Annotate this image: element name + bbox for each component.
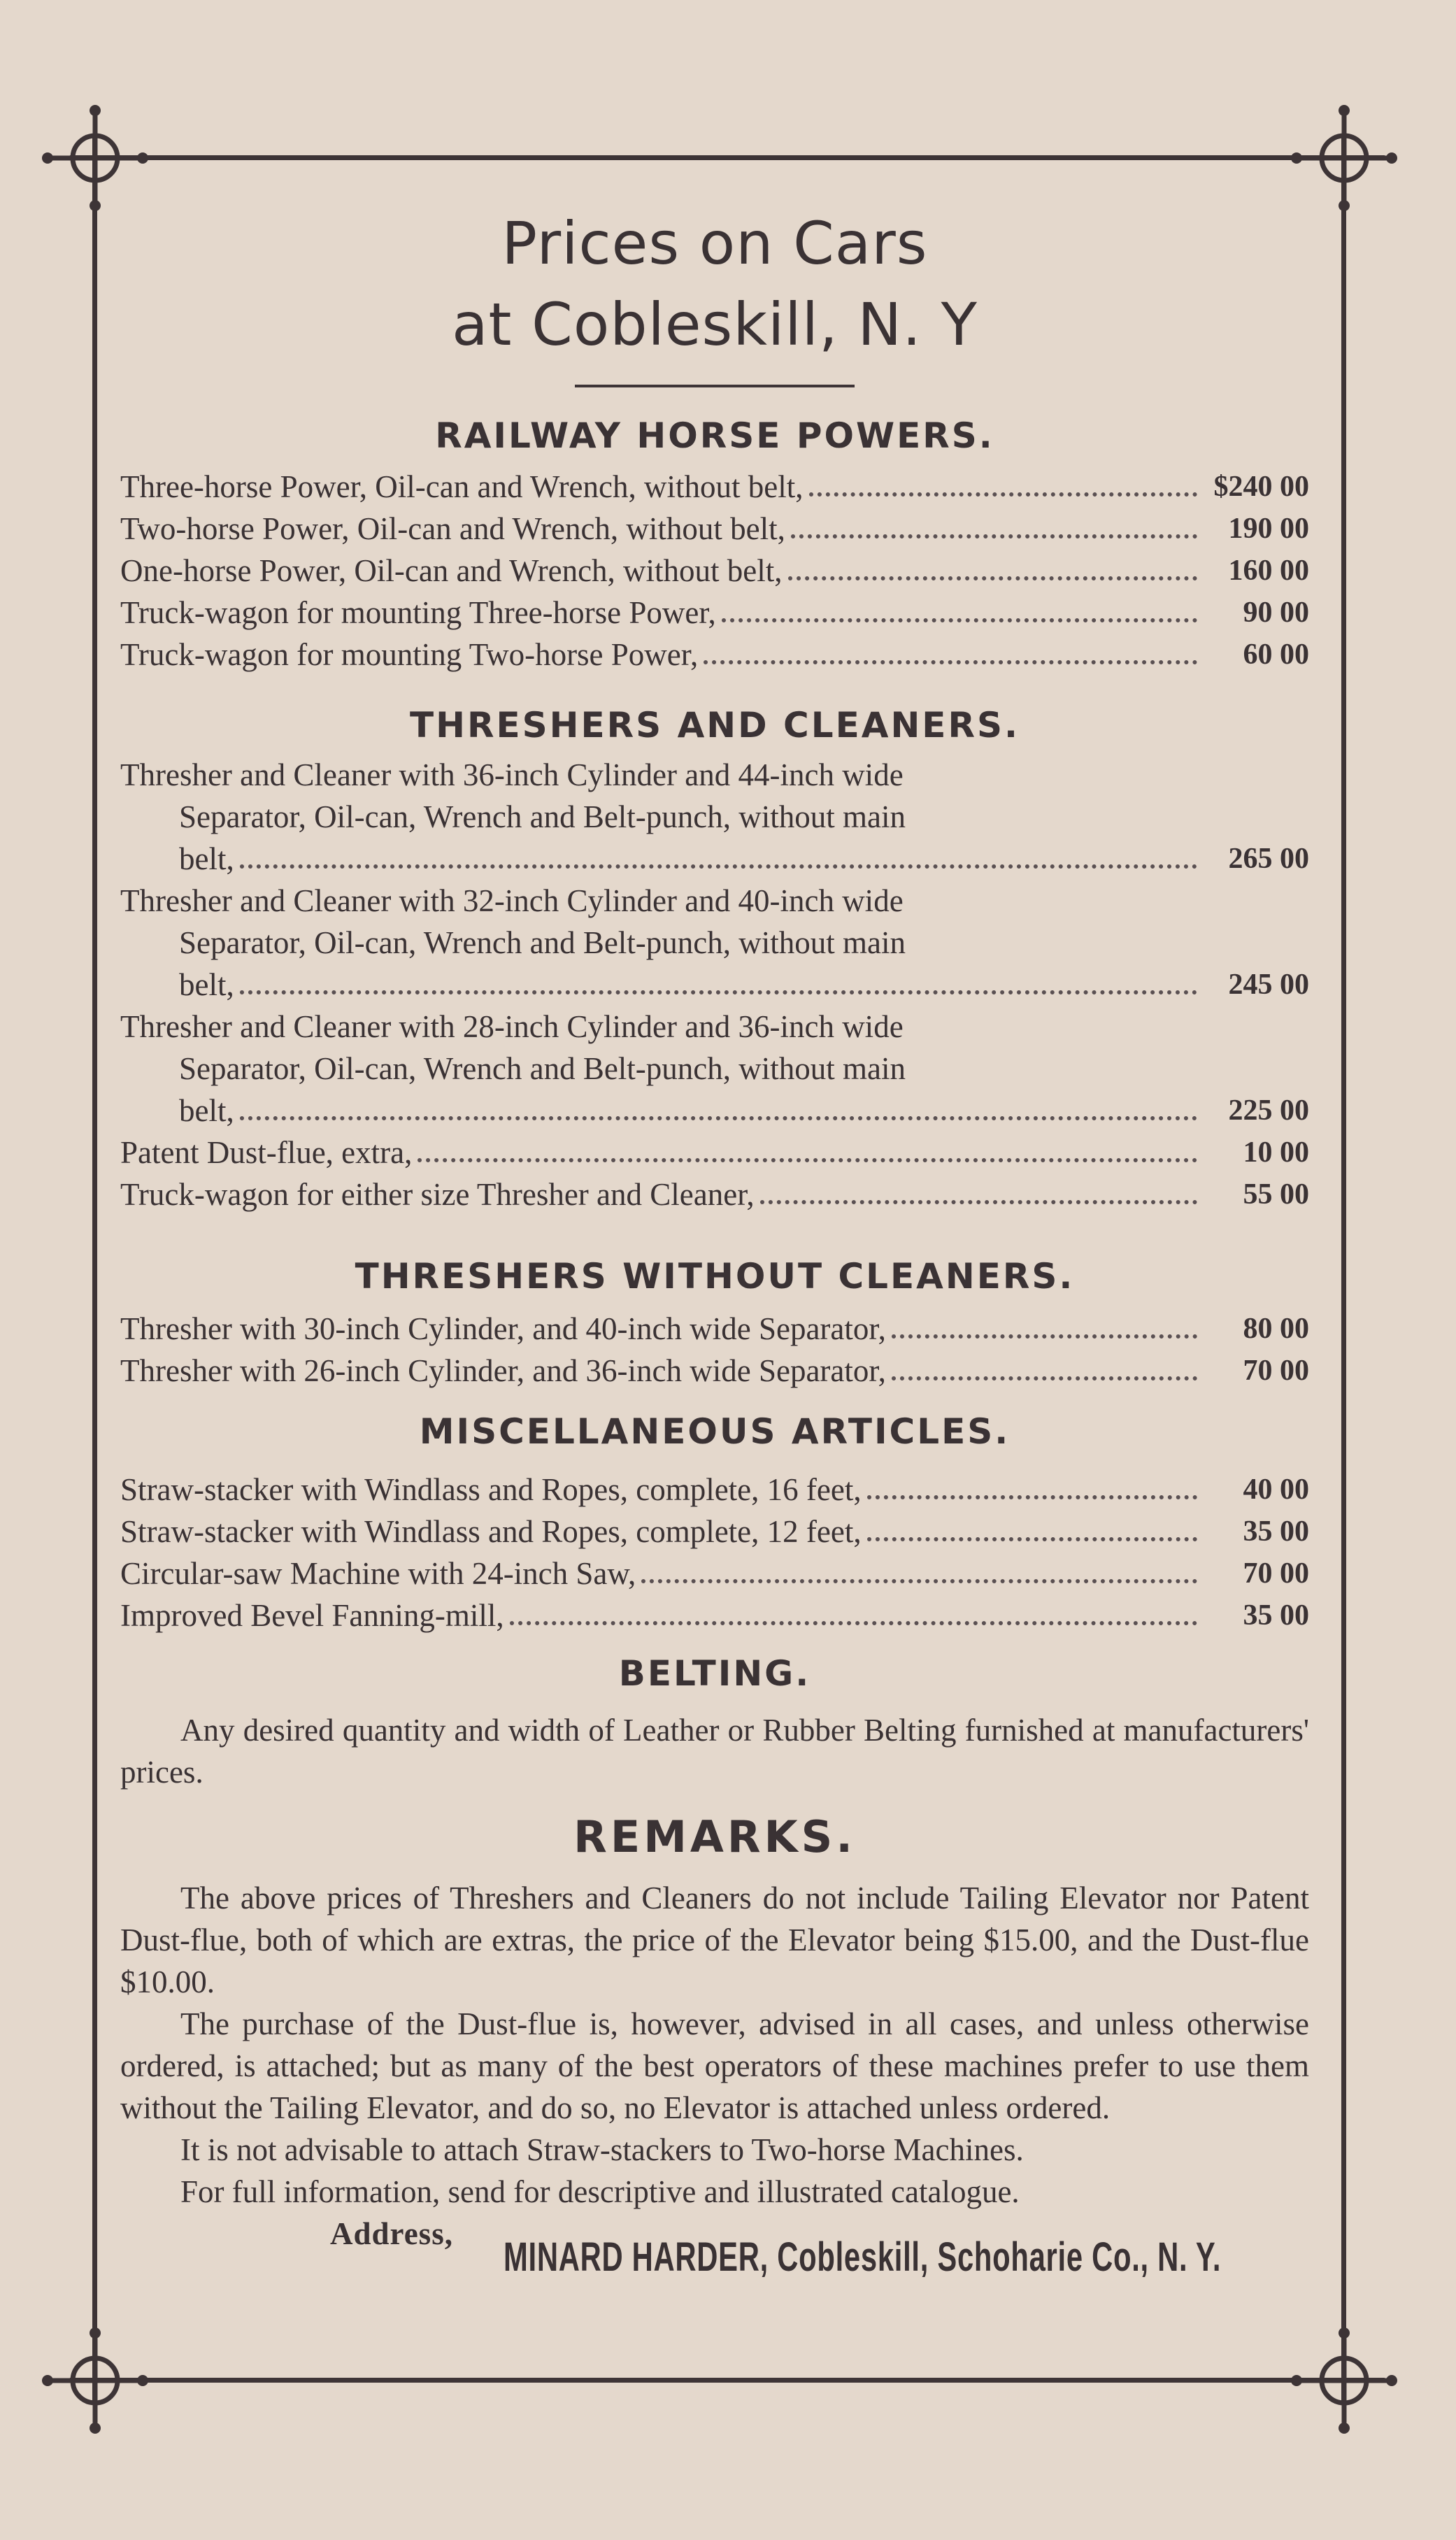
corner-cross-icon — [1288, 2325, 1400, 2436]
item-price: 40 00 — [1243, 1474, 1309, 1506]
card-content — [120, 203, 1309, 2299]
frame-bottom-rule — [70, 2378, 1385, 2383]
price-row — [120, 1553, 1309, 1594]
item-label: Thresher with 26-inch Cylinder, and 36-inch wide Separator, — [120, 1353, 886, 1388]
price-row — [120, 838, 1309, 880]
price-row — [120, 466, 1309, 508]
title-line-1: Prices on Cars — [501, 209, 928, 278]
section-heading-railway: RAILWAY HORSE POWERS. — [435, 415, 994, 456]
item-price: 35 00 — [1243, 1599, 1309, 1632]
item-price: 60 00 — [1243, 638, 1309, 671]
corner-cross-icon — [1288, 102, 1400, 214]
without-list — [120, 1308, 1309, 1392]
item-price: 245 00 — [1228, 969, 1309, 1001]
railway-list — [120, 466, 1309, 676]
multiline-item — [120, 880, 1309, 1006]
item-line: Separator, Oil-can, Wrench and Belt-punch, without main — [179, 1051, 906, 1086]
price-row — [120, 1594, 1309, 1636]
item-line: Thresher and Cleaner with 32-inch Cylinder and 40-inch wide — [120, 883, 904, 918]
price-row — [120, 634, 1309, 676]
price-row — [120, 1132, 1309, 1173]
item-label: Thresher with 30-inch Cylinder, and 40-inch wide Separator, — [120, 1311, 886, 1346]
item-line: Separator, Oil-can, Wrench and Belt-punch, without main — [179, 925, 906, 960]
item-price: 55 00 — [1243, 1178, 1309, 1211]
item-price: 80 00 — [1243, 1313, 1309, 1345]
frame-top-rule — [70, 155, 1385, 160]
item-price: 265 00 — [1228, 843, 1309, 875]
multiline-item — [120, 1006, 1309, 1132]
price-row — [120, 550, 1309, 592]
item-line: Separator, Oil-can, Wrench and Belt-punch, without main — [179, 799, 906, 834]
remarks-paragraph: For full information, send for descriptive and illustrated catalogue. — [180, 2174, 1020, 2209]
remarks-paragraph: The purchase of the Dust-flue is, however, advised in all cases, and unless otherwise ordered, is attached; but as many of the best operators of these machines prefer to use them without the Tailing Elevator, and do so, no Elevator is attached unless ordered. — [120, 2006, 1309, 2125]
section-heading-threshers: THRESHERS AND CLEANERS. — [410, 705, 1020, 745]
section-heading-without-cleaners: THRESHERS WITHOUT CLEANERS. — [355, 1256, 1075, 1297]
price-row — [120, 964, 1309, 1006]
frame-right-rule — [1341, 137, 1346, 2403]
title-divider — [575, 385, 855, 387]
item-label: Patent Dust-flue, extra, — [120, 1135, 413, 1170]
remarks-body — [120, 1877, 1309, 2213]
item-price: 35 00 — [1243, 1515, 1309, 1548]
item-price: 225 00 — [1228, 1094, 1309, 1127]
item-label: belt, — [179, 1093, 234, 1128]
item-line: Thresher and Cleaner with 28-inch Cylinder and 36-inch wide — [120, 1009, 904, 1044]
item-label: Straw-stacker with Windlass and Ropes, complete, 12 feet, — [120, 1514, 862, 1549]
price-row — [120, 1308, 1309, 1350]
section-heading-remarks: REMARKS. — [573, 1811, 856, 1862]
item-label: belt, — [179, 841, 234, 876]
item-label: Truck-wagon for either size Thresher and Cleaner, — [120, 1177, 755, 1212]
item-price: 190 00 — [1228, 513, 1309, 545]
remarks-paragraph: The above prices of Threshers and Cleaners do not include Tailing Elevator nor Patent Dust-flue, both of which are extras, the price of the Elevator being $15.00, and the Dust-flue $10.00. — [120, 1881, 1309, 1999]
price-row — [120, 1173, 1309, 1215]
item-label: Two-horse Power, Oil-can and Wrench, without belt, — [120, 511, 785, 546]
price-row — [120, 1469, 1309, 1511]
item-label: Truck-wagon for mounting Three-horse Power, — [120, 595, 716, 630]
item-price: 160 00 — [1228, 555, 1309, 587]
item-price: 90 00 — [1243, 597, 1309, 629]
item-price: 70 00 — [1243, 1557, 1309, 1590]
corner-cross-icon — [39, 102, 151, 214]
section-heading-belting: BELTING. — [618, 1653, 811, 1694]
price-row — [120, 1511, 1309, 1553]
item-label: Three-horse Power, Oil-can and Wrench, without belt, — [120, 469, 804, 504]
item-price: 70 00 — [1243, 1355, 1309, 1387]
address-block — [120, 2216, 1309, 2299]
item-label: Straw-stacker with Windlass and Ropes, complete, 16 feet, — [120, 1472, 862, 1507]
price-row — [120, 1350, 1309, 1392]
title-line-2: at Cobleskill, N. Y — [452, 290, 978, 359]
multiline-item — [120, 754, 1309, 880]
address-label: Address, — [330, 2216, 453, 2251]
item-label: One-horse Power, Oil-can and Wrench, without belt, — [120, 553, 783, 588]
threshers-list — [120, 754, 1309, 1215]
item-price: $240 00 — [1213, 471, 1309, 503]
price-row — [120, 508, 1309, 550]
item-line: Thresher and Cleaner with 36-inch Cylinder and 44-inch wide — [120, 757, 904, 792]
price-row — [120, 592, 1309, 634]
belting-text: Any desired quantity and width of Leather or Rubber Belting furnished at manufacturers' prices. — [120, 1713, 1309, 1790]
frame-left-rule — [92, 137, 97, 2403]
section-heading-misc: MISCELLANEOUS ARTICLES. — [419, 1411, 1011, 1452]
misc-list — [120, 1469, 1309, 1636]
remarks-paragraph: It is not advisable to attach Straw-stackers to Two-horse Machines. — [180, 2132, 1024, 2167]
item-label: Circular-saw Machine with 24-inch Saw, — [120, 1556, 636, 1591]
item-label: belt, — [179, 967, 234, 1002]
company-signature: MINARD HARDER, Cobleskill, Schoharie Co., N. Y. — [504, 2234, 1222, 2280]
item-label: Improved Bevel Fanning-mill, — [120, 1598, 504, 1633]
price-row — [120, 1090, 1309, 1132]
item-price: 10 00 — [1243, 1136, 1309, 1169]
corner-cross-icon — [39, 2325, 151, 2436]
item-label: Truck-wagon for mounting Two-horse Power, — [120, 637, 699, 672]
